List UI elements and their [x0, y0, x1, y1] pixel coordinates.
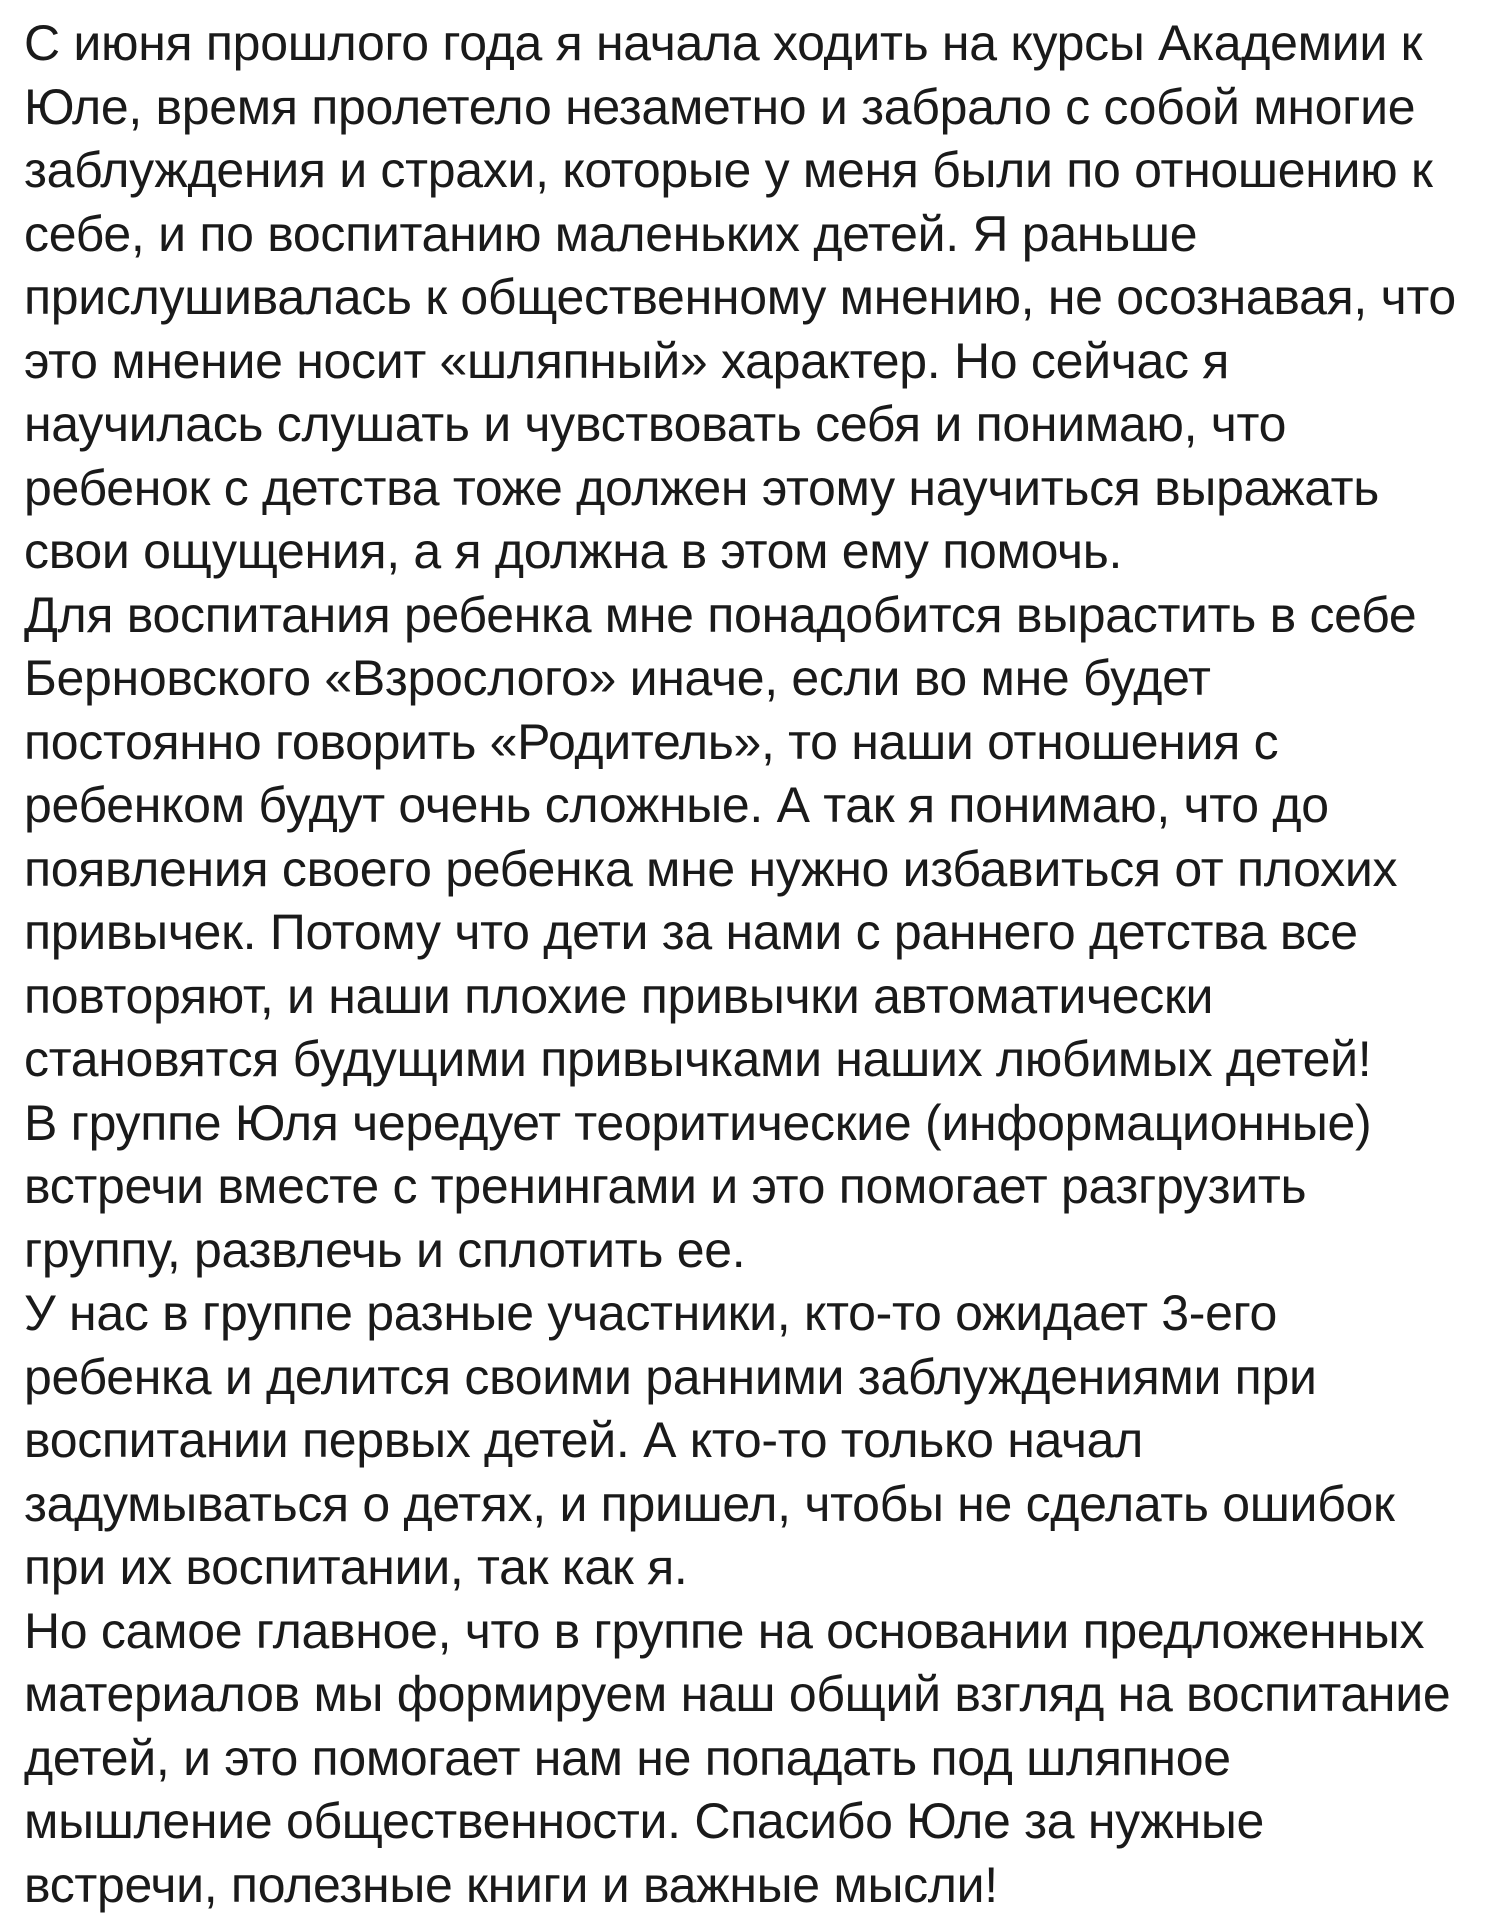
text-line: В группе Юля чередует теоритические (информационные) [24, 1094, 1372, 1151]
text-line: С июня прошлого года я начала ходить на курсы Академии к [24, 15, 1423, 71]
text-line: Для воспитания ребенка мне понадобится вырастить в себе [24, 586, 1417, 643]
text-line: свои ощущения, а я должна в этом ему помочь. [24, 523, 1123, 579]
text-line: У нас в группе разные участники, кто-то ожидает 3-его [24, 1285, 1277, 1341]
text-line: встречи, полезные книги и важные мысли! [24, 1856, 998, 1913]
text-line: заблуждения и страхи, которые у меня были по отношению к [24, 142, 1433, 198]
document-body [24, 12, 1487, 1917]
text-line: научилась слушать и чувствовать себя и понимаю, что [24, 396, 1287, 452]
text-line: встречи вместе с тренингами и это помогает разгрузить [24, 1158, 1307, 1214]
text-line: Юле, время пролетело незаметно и забрало с собой многие [24, 78, 1416, 135]
text-line: детей, и это помогает нам не попадать под шляпное [24, 1729, 1231, 1786]
text-line: Но самое главное, что в группе на основании предложенных [24, 1602, 1425, 1659]
text-line: группу, развлечь и сплотить ее. [24, 1221, 746, 1278]
text-line: появления своего ребенка мне нужно избавиться от плохих [24, 840, 1398, 897]
text-line: ребенком будут очень сложные. А так я понимаю, что до [24, 777, 1329, 833]
text-line: Берновского «Взрослого» иначе, если во мне будет [24, 650, 1211, 706]
text-line: воспитании первых детей. А кто-то только начал [24, 1412, 1144, 1468]
text-line: материалов мы формируем наш общий взгляд на воспитание [24, 1666, 1451, 1722]
text-line: постоянно говорить «Родитель», то наши отношения с [24, 713, 1279, 770]
text-line: себе, и по воспитанию маленьких детей. Я раньше [24, 205, 1198, 262]
text-line: ребенок с детства тоже должен этому научиться выражать [24, 459, 1379, 516]
text-line: становятся будущими привычками наших любимых детей! [24, 1031, 1372, 1087]
text-line: это мнение носит «шляпный» характер. Но сейчас я [24, 332, 1230, 389]
text-line: мышление общественности. Спасибо Юле за нужные [24, 1793, 1265, 1849]
text-line: прислушивалась к общественному мнению, не осознавая, что [24, 269, 1456, 325]
text-line: повторяют, и наши плохие привычки автоматически [24, 967, 1214, 1024]
text-line: задумываться о детях, и пришел, чтобы не сделать ошибок [24, 1475, 1395, 1532]
text-line: ребенка и делится своими ранними заблуждениями при [24, 1348, 1317, 1405]
text-line: при их воспитании, так как я. [24, 1539, 688, 1595]
text-line: привычек. Потому что дети за нами с раннего детства все [24, 904, 1358, 960]
